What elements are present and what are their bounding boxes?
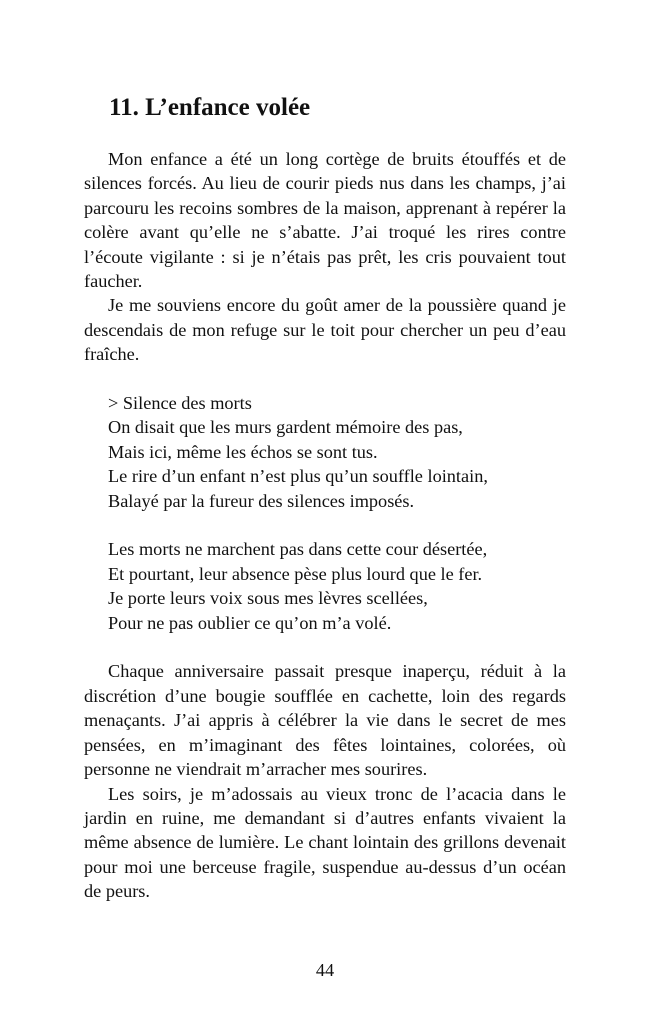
poem-line: On disait que les murs gardent mémoire des pas, — [108, 417, 463, 438]
poem-line: Et pourtant, leur absence pèse plus lourd que le fer. — [108, 563, 483, 584]
blank-line — [84, 367, 566, 391]
poem-line: Les morts ne marchent pas dans cette cour désertée, — [108, 539, 488, 560]
blank-line — [84, 635, 566, 659]
poem-line: Balayé par la fureur des silences imposés. — [108, 490, 415, 511]
poem-stanza — [84, 537, 566, 635]
poem-line: Le rire d’un enfant n’est plus qu’un souffle lointain, — [108, 466, 488, 487]
poem-line: Je porte leurs voix sous mes lèvres scellées, — [108, 588, 428, 609]
paragraph: Je me souviens encore du goût amer de la poussière quand je descendais de mon refuge sur le toit pour chercher un peu d’eau fraîche. — [84, 295, 566, 365]
paragraph: Chaque anniversaire passait presque inaperçu, réduit à la discrétion d’une bougie soufflée en cachette, loin des regards menaçants. J’ai appris à célébrer la vie dans le secret de mes pensées, en m’imaginant des fêtes lointaines, colorées, où personne ne viendrait m’arracher mes sourires. — [84, 661, 566, 780]
book-page — [84, 0, 566, 1035]
poem-line: Mais ici, même les échos se sont tus. — [108, 441, 378, 462]
paragraph: Mon enfance a été un long cortège de bruits étouffés et de silences forcés. Au lieu de courir pieds nus dans les champs, j’ai parcouru les recoins sombres de la maison, apprenant à repérer la colère avant qu’elle ne s’abatte. J’ai troqué les rires contre l’écoute vigilante : si je n’étais pas prêt, les cris pouvaient tout faucher. — [84, 149, 566, 292]
poem-title-line: > Silence des morts — [108, 393, 252, 414]
paragraph: Les soirs, je m’adossais au vieux tronc de l’acacia dans le jardin en ruine, me demandant si d’autres enfants vivaient la même absence de lumière. Le chant lointain des grillons devenait pour moi une berceuse fragile, suspendue au-dessus d’un océan de peurs. — [84, 783, 566, 902]
page-number: 44 — [315, 960, 335, 980]
blank-line — [84, 513, 566, 537]
poem-line: Pour ne pas oublier ce qu’on m’a volé. — [108, 612, 392, 633]
poem-stanza — [84, 391, 566, 513]
chapter-title: 11. L’enfance volée — [109, 94, 311, 121]
chapter-body — [84, 147, 566, 904]
